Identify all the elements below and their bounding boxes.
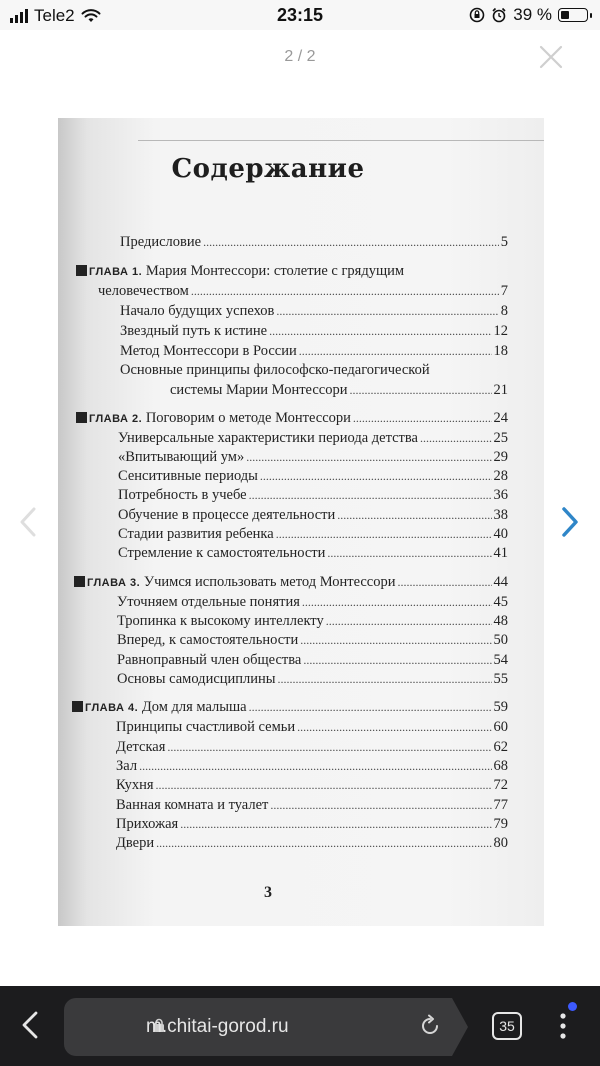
- table-of-contents: [58, 118, 544, 926]
- image-counter: 2 / 2: [284, 48, 316, 65]
- url-text[interactable]: m.chitai-gorod.ru: [146, 1016, 289, 1037]
- status-time: 23:15: [276, 5, 324, 25]
- toc-item: Метод Монтессори в России . . . 18: [120, 343, 508, 360]
- previous-image-icon[interactable]: [14, 505, 44, 539]
- toc-item: Основы самодисциплины . . . 55: [117, 671, 508, 688]
- notification-badge: [568, 1002, 577, 1011]
- toc-item: Обучение в процессе деятельности . . . 38: [118, 507, 508, 524]
- toc-item: Принципы счастливой семьи . . . 60: [116, 719, 508, 736]
- battery-percent: 39 %: [513, 5, 552, 24]
- tabs-button[interactable]: 35: [492, 1012, 522, 1040]
- reload-icon[interactable]: [418, 1014, 442, 1038]
- carrier-name: Tele2: [34, 6, 75, 25]
- toc-item: «Впитывающий ум» . . . 29: [118, 449, 508, 466]
- toc-item: Стадии развития ребенка . . . 40: [118, 526, 508, 543]
- toc-item-cont: системы Марии Монтессори . . . 21: [170, 382, 508, 399]
- toc-item: Прихожая . . . 79: [116, 816, 508, 833]
- toc-item: Начало будущих успехов . . . 8: [120, 303, 508, 320]
- toc-item: Тропинка к высокому интеллекту . . . 48: [117, 613, 508, 630]
- toc-item: Звездный путь к истине . . . 12: [120, 323, 508, 340]
- toc-item: Универсальные характеристики периода детства . . . 25: [118, 430, 508, 447]
- toc-item: Детская . . . 62: [116, 739, 508, 756]
- page-number: 3: [264, 884, 272, 901]
- toc-item: Сенситивные периоды . . . 28: [118, 468, 508, 485]
- toc-item: Двери . . . 80: [116, 835, 508, 852]
- book-page-photo[interactable]: [58, 118, 544, 926]
- more-menu-icon[interactable]: [558, 1008, 568, 1044]
- toc-item: Кухня . . . 72: [116, 777, 508, 794]
- status-bar: [0, 0, 600, 30]
- toc-item: Основные принципы философско-педагогической: [120, 362, 430, 378]
- orientation-lock-icon: [469, 7, 485, 23]
- toc-item: Потребность в учебе . . . 36: [118, 487, 508, 504]
- toc-item: Ванная комната и туалет . . . 77: [116, 797, 508, 814]
- toc-item: Предисловие . . . 5: [120, 234, 508, 251]
- back-icon[interactable]: [18, 1010, 44, 1040]
- chapter-heading: ГЛАВА 1. Мария Монтессори: столетие с грядущим: [76, 263, 404, 280]
- chapter-heading-cont: человечеством . . . 7: [98, 283, 508, 300]
- next-image-icon[interactable]: [554, 505, 584, 539]
- page-title: Содержание: [171, 154, 365, 184]
- status-right: [469, 5, 588, 25]
- browser-toolbar: [0, 986, 600, 1066]
- toc-item: Равноправный член общества . . . 54: [117, 652, 508, 669]
- close-icon[interactable]: [538, 44, 564, 70]
- chapter-heading: ГЛАВА 4. Дом для малыша . . . 59: [72, 699, 508, 716]
- chapter-heading: ГЛАВА 2. Поговорим о методе Монтессори . . . 24: [76, 410, 508, 427]
- alarm-icon: [491, 7, 507, 23]
- battery-icon: [558, 8, 588, 22]
- chapter-heading: ГЛАВА 3. Учимся использовать метод Монтессори . . . 44: [74, 574, 508, 591]
- toc-item: Вперед, к самостоятельности . . . 50: [117, 632, 508, 649]
- toc-item: Стремление к самостоятельности . . . 41: [118, 545, 508, 562]
- toc-item: Зал . . . 68: [116, 758, 508, 775]
- toc-item: Уточняем отдельные понятия . . . 45: [117, 594, 508, 611]
